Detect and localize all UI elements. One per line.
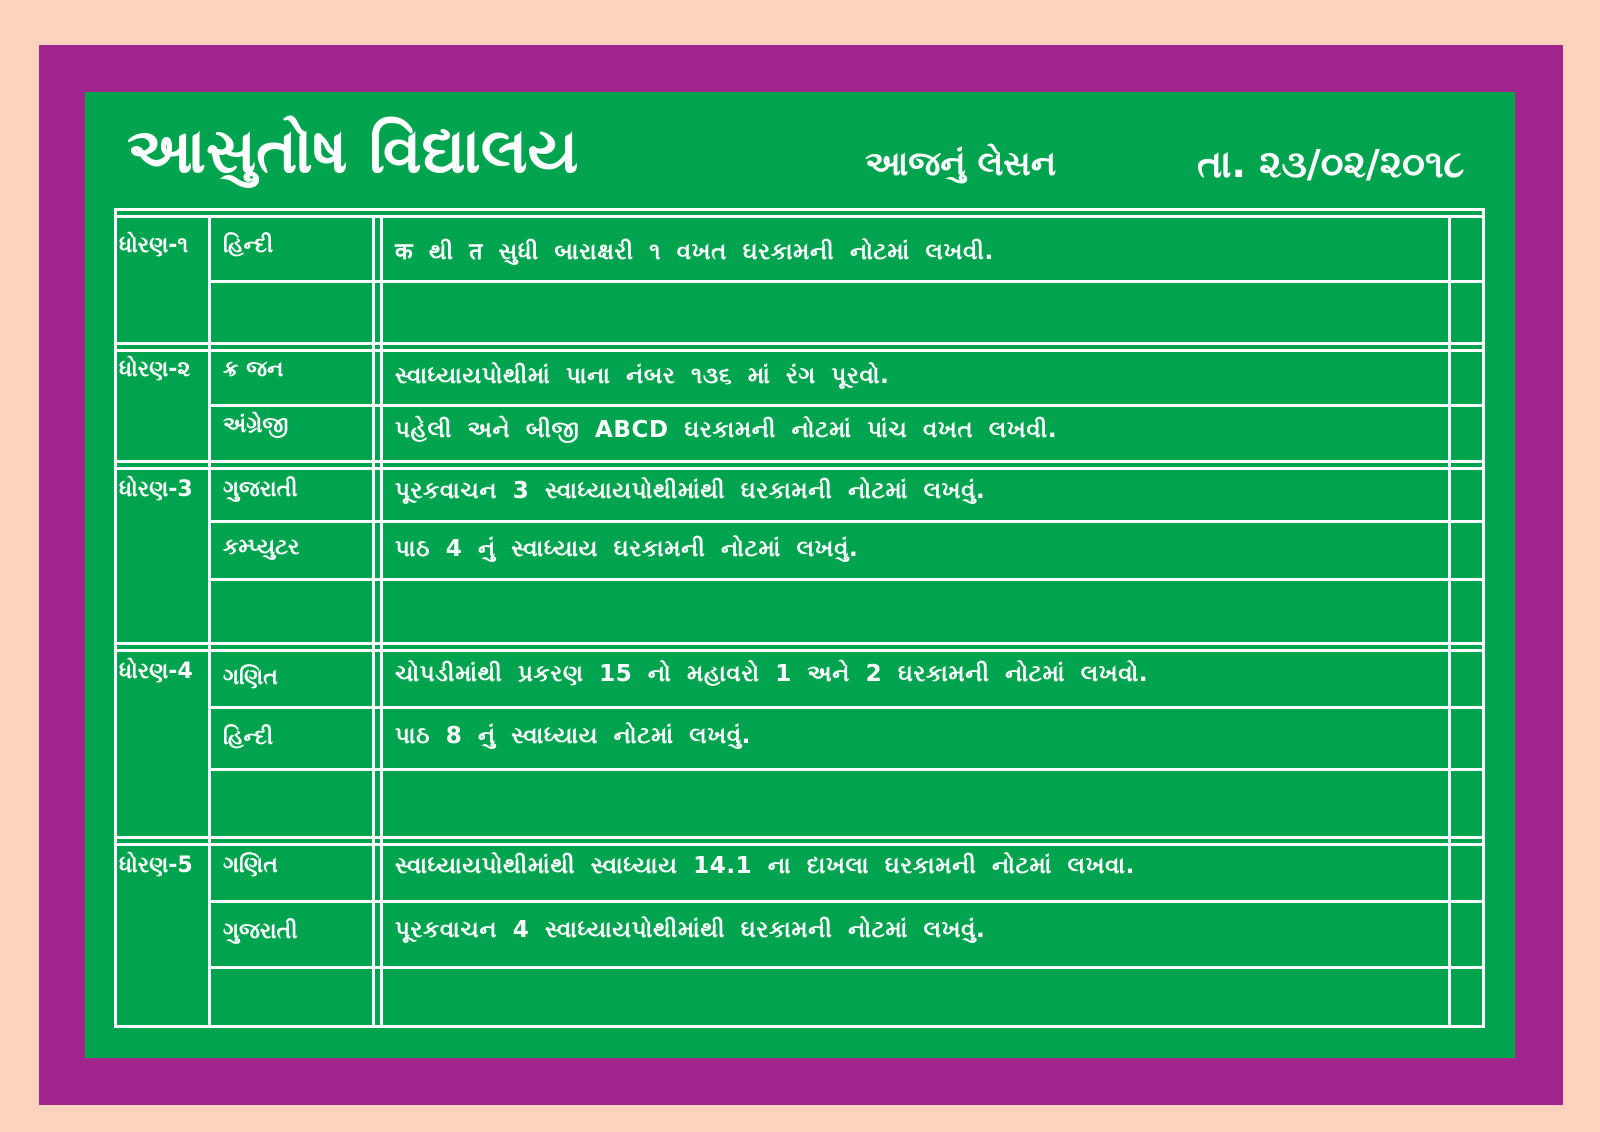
subject-label: કમ્પ્યુટર [223, 535, 300, 560]
group-separator-4b [114, 843, 1485, 846]
subject-label: ગણિત [223, 665, 278, 690]
standard-label: ધોરણ-4 [119, 659, 193, 684]
group-separator-2 [114, 460, 1485, 463]
task-text: પાઠ 4 નું સ્વાધ્યાય ઘરકામની નોટમાં લખવું. [395, 536, 859, 562]
group-separator-3 [114, 642, 1485, 645]
lesson-table [114, 208, 1485, 1028]
task-text: સ્વાધ્યાયપોથીમાંથી સ્વાધ્યાય 14.1 ના દાખલા ઘરકામની નોટમાં લખવા. [395, 853, 1135, 879]
row-separator [208, 966, 1485, 969]
task-text: સ્વાધ્યાયપોથીમાં પાના નંબર ૧૩૬ માં રંગ પૂરવો. [395, 363, 890, 389]
standard-label: ધોરણ-3 [119, 477, 193, 502]
task-text: પાઠ 8 નું સ્વાધ્યાય નોટમાં લખવું. [395, 723, 751, 749]
standard-label: ધોરણ-5 [119, 853, 193, 878]
group-separator-4 [114, 836, 1485, 839]
standard-label: ધોરણ-૧ [119, 233, 189, 258]
group-separator-1b [114, 349, 1485, 352]
col-divider-subject-double [380, 215, 383, 1028]
school-name: આસુતોષ વિદ્યાલય [127, 114, 579, 187]
standard-label: ધોરણ-૨ [119, 357, 191, 382]
col-divider-standard [208, 215, 211, 1028]
row-separator [208, 768, 1485, 771]
subject-label: ગણિત [223, 853, 278, 878]
row-separator [208, 520, 1485, 523]
task-text: क થી त સુધી બારાક્ષરી ૧ વખત ઘરકામની નોટમાં લખવી. [395, 239, 994, 265]
group-separator-1 [114, 342, 1485, 345]
row-separator [208, 280, 1485, 283]
group-separator-3b [114, 649, 1485, 652]
lesson-board [85, 92, 1515, 1058]
subject-label: હિન્દી [223, 725, 274, 750]
group-separator-2b [114, 467, 1485, 470]
task-text: પહેલી અને બીજી ABCD ઘરકામની નોટમાં પાંચ વખત લખવી. [395, 417, 1058, 443]
table-right-inner-line [1448, 215, 1451, 1028]
subject-label: હિન્દી [223, 233, 274, 258]
table-top-double-line [114, 215, 1485, 218]
task-text: પૂરકવાચન 4 સ્વાધ્યાયપોથીમાંથી ઘરકામની નોટમાં લખવું. [395, 917, 986, 943]
board-header [85, 92, 1515, 210]
subject-label: ક્ર જન [223, 357, 284, 382]
row-separator [208, 404, 1485, 407]
task-text: પૂરકવાચન 3 સ્વાધ્યાયપોથીમાંથી ઘરકામની નોટમાં લખવું. [395, 478, 986, 504]
subject-label: ગુજરાતી [223, 919, 298, 944]
subject-label: ગુજરાતી [223, 477, 298, 502]
row-separator [208, 706, 1485, 709]
task-text: ચોપડીમાંથી પ્રકરણ 15 નો મહાવરો 1 અને 2 ઘરકામની નોટમાં લખવો. [395, 661, 1149, 687]
lesson-title: આજનું લેસન [865, 144, 1057, 184]
col-divider-subject [372, 215, 375, 1028]
subject-label: અંગ્રેજી [223, 413, 289, 438]
row-separator [208, 578, 1485, 581]
row-separator [208, 900, 1485, 903]
date-label: તા. ૨૩/૦૨/૨૦૧૮ [1197, 142, 1465, 186]
